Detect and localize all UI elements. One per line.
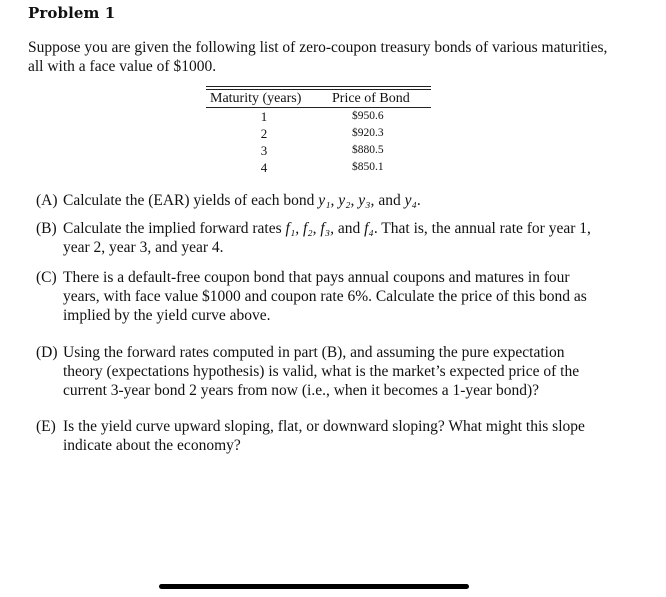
- price-cell: $920.3: [352, 127, 384, 139]
- question-c: [36, 268, 606, 325]
- question-b-text: Calculate the implied forward rates: [63, 220, 286, 237]
- question-d-tag: (D): [36, 344, 58, 361]
- header-price: Price of Bond: [322, 90, 431, 108]
- question-list: [36, 191, 606, 455]
- table-row: [206, 125, 431, 142]
- question-a-end: .: [416, 192, 421, 209]
- question-b-end: . That is, the annual rate for year 1, year 2, year 3, and year 4.: [63, 220, 591, 256]
- question-b: [36, 219, 606, 257]
- question-a-tag: (A): [36, 192, 58, 209]
- question-b-last-var: f₄: [364, 220, 374, 237]
- price-cell: $950.6: [352, 110, 384, 122]
- question-a-vars: y₁, y₂, y₃,: [318, 192, 375, 209]
- problem-intro: Suppose you are given the following list of zero-coupon treasury bonds of various maturities, all with a face value of $1000.: [28, 39, 608, 75]
- question-c-tag: (C): [36, 269, 57, 286]
- bond-table: [206, 86, 431, 176]
- problem-heading: Problem 1: [28, 4, 116, 22]
- question-b-and: and: [333, 220, 365, 237]
- question-e-tag: (E): [36, 418, 56, 435]
- table-header-row: [206, 90, 431, 108]
- home-indicator-bar[interactable]: [159, 584, 469, 589]
- question-d-text: Using the forward rates computed in part (B), and assuming the pure expectation theory (expectations hypothesis) is valid, what is the market’s expected price of the current 3-year bond 2 years from now (i.e., when it becomes a 1-year bond)?: [63, 344, 580, 399]
- table-row: [206, 108, 431, 126]
- table-row: [206, 159, 431, 176]
- maturity-cell: 2: [260, 126, 268, 141]
- price-cell: $880.5: [352, 144, 384, 156]
- price-cell: $850.1: [352, 161, 384, 173]
- question-b-tag: (B): [36, 220, 57, 237]
- question-e-text: Is the yield curve upward sloping, flat, or downward sloping? What might this slope indicate about the economy?: [63, 418, 585, 454]
- question-a-and: and: [374, 192, 405, 209]
- question-a-last-var: y₄: [404, 192, 417, 209]
- maturity-cell: 1: [260, 109, 268, 124]
- question-b-vars: f₁, f₂, f₃,: [285, 220, 334, 237]
- question-a-text: Calculate the (EAR) yields of each bond: [63, 192, 319, 209]
- table-row: [206, 142, 431, 159]
- question-e: [36, 417, 606, 455]
- maturity-cell: 4: [260, 160, 268, 175]
- question-d: [36, 343, 606, 400]
- question-c-text: There is a default-free coupon bond that pays annual coupons and matures in four years, with face value $1000 and coupon rate 6%. Calculate the price of this bond as implied by the yield curve above.: [63, 269, 587, 324]
- maturity-cell: 3: [260, 143, 268, 158]
- header-maturity: Maturity (years): [206, 90, 322, 108]
- question-a: [36, 191, 606, 210]
